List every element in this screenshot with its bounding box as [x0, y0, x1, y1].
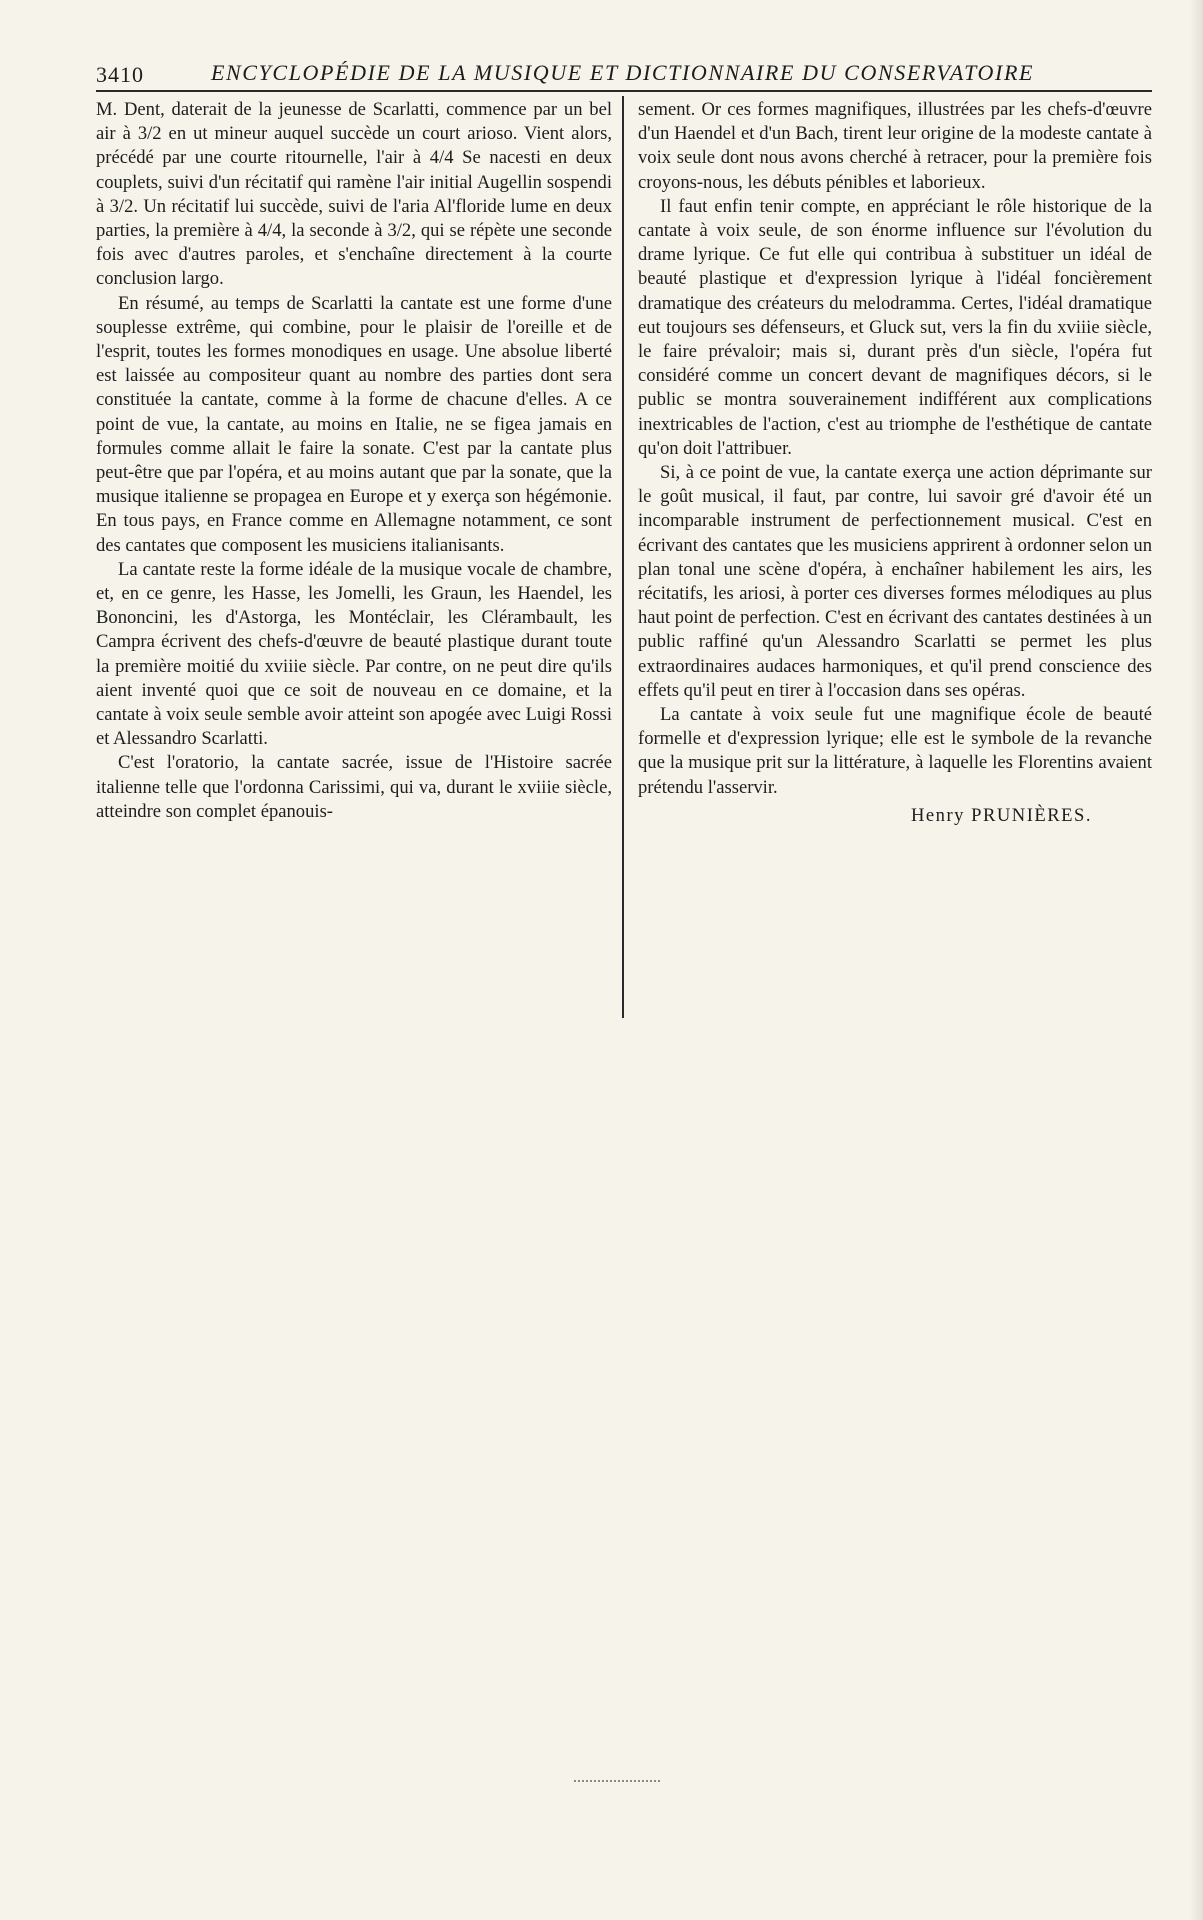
paragraph: C'est l'oratorio, la cantate sacrée, issue de l'Histoire sacrée italienne telle que l'ordonna Carissimi, qui va, durant le xviiie siècle, atteindre son complet épanouis-	[96, 752, 612, 822]
column-divider	[622, 96, 624, 1018]
left-column	[96, 98, 612, 824]
running-title: ENCYCLOPÉDIE DE LA MUSIQUE ET DICTIONNAIRE DU CONSERVATOIRE	[211, 60, 1035, 85]
paragraph: En résumé, au temps de Scarlatti la cantate est une forme d'une souplesse extrême, qui combine, pour le plaisir de l'oreille et de l'esprit, toutes les formes monodiques en usage. Une absolue liberté est laissée au compositeur quant au nombre des parties dont sera constituée la cantate, comme à la forme de chacune d'elles. A ce point de vue, la cantate, au moins en Italie, ne se figea jamais en formules comme allait le faire la sonate. C'est par la cantate plus peut-être que par l'opéra, et au moins autant que par la sonate, que la musique italienne se propagea en Europe et y exerça son hégémonie. En tous pays, en France comme en Allemagne notamment, ce sont des cantates que composent les musiciens italianisants.	[96, 292, 612, 556]
paragraph: Il faut enfin tenir compte, en appréciant le rôle historique de la cantate à voix seule, de son énorme influence sur l'évolution du drame lyrique. Ce fut elle qui contribua à substituer un idéal de beauté plastique et d'expression lyrique à l'idéal foncièrement dramatique des créateurs du melodramma. Certes, l'idéal dramatique eut toujours ses défenseurs, et Gluck sut, vers la fin du xviiie siècle, le faire prévaloir; mais si, durant près d'un siècle, l'opéra fut considéré comme un concert devant de magnifiques décors, si le public se montra souverainement indifférent aux complications inextricables de l'action, c'est au triomphe de l'esthétique de cantate qu'on doit l'attribuer.	[638, 195, 1152, 459]
page-header	[96, 60, 1164, 90]
page-edge-shadow	[1189, 0, 1203, 1920]
page-number: 3410	[96, 62, 144, 87]
header-rule	[96, 90, 1152, 92]
right-column	[638, 98, 1152, 828]
author-signature: Henry PRUNIÈRES.	[910, 804, 1092, 826]
footer-rule	[574, 1780, 660, 1782]
paragraph: M. Dent, daterait de la jeunesse de Scarlatti, commence par un bel air à 3/2 en ut mineur auquel succède un court arioso. Vient alors, précédé par une courte ritournelle, l'air à 4/4 Se nacesti en deux couplets, suivi d'un récitatif qui ramène l'air initial Augellin sospendi à 3/2. Un récitatif lui succède, suivi de l'aria Al'floride lume en deux parties, la première à 4/4, la seconde à 3/2, qui se répète une seconde fois avec d'autres paroles, et s'enchaîne directement à la courte conclusion largo.	[96, 99, 612, 290]
paragraph: Si, à ce point de vue, la cantate exerça une action déprimante sur le goût musical, il faut, par contre, lui savoir gré d'avoir été un incomparable instrument de perfectionnement musical. C'est en écrivant des cantates que les musiciens apprirent à ordonner selon un plan tonal une scène d'opéra, à enchaîner habilement les airs, les récitatifs, les ariosi, à porter ces diverses formes mélodiques au plus haut point de perfection. C'est en écrivant des cantates destinées à un public raffiné qu'un Alessandro Scarlatti se permet les plus extraordinaires audaces harmoniques, et qu'il prend conscience des effets qu'il peut en tirer à l'occasion dans ses opéras.	[638, 462, 1152, 701]
paragraph: La cantate à voix seule fut une magnifique école de beauté formelle et d'expression lyrique; elle est le symbole de la revanche que la musique prit sur la littérature, à laquelle les Florentins avaient prétendu l'asservir.	[638, 704, 1152, 798]
paragraph: sement. Or ces formes magnifiques, illustrées par les chefs-d'œuvre d'un Haendel et d'un Bach, tirent leur origine de la modeste cantate à voix seule dont nous avons cherché à retracer, pour la première fois croyons-nous, les débuts pénibles et laborieux.	[638, 99, 1152, 193]
paragraph: La cantate reste la forme idéale de la musique vocale de chambre, et, en ce genre, les Hasse, les Jomelli, les Graun, les Haendel, les Bononcini, les d'Astorga, les Montéclair, les Clérambault, les Campra écrivent des chefs-d'œuvre de beauté plastique durant toute la première moitié du xviiie siècle. Par contre, on ne peut dire qu'ils aient inventé quoi que ce soit de nouveau en ce domaine, et la cantate à voix seule semble avoir atteint son apogée avec Luigi Rossi et Alessandro Scarlatti.	[96, 558, 612, 750]
